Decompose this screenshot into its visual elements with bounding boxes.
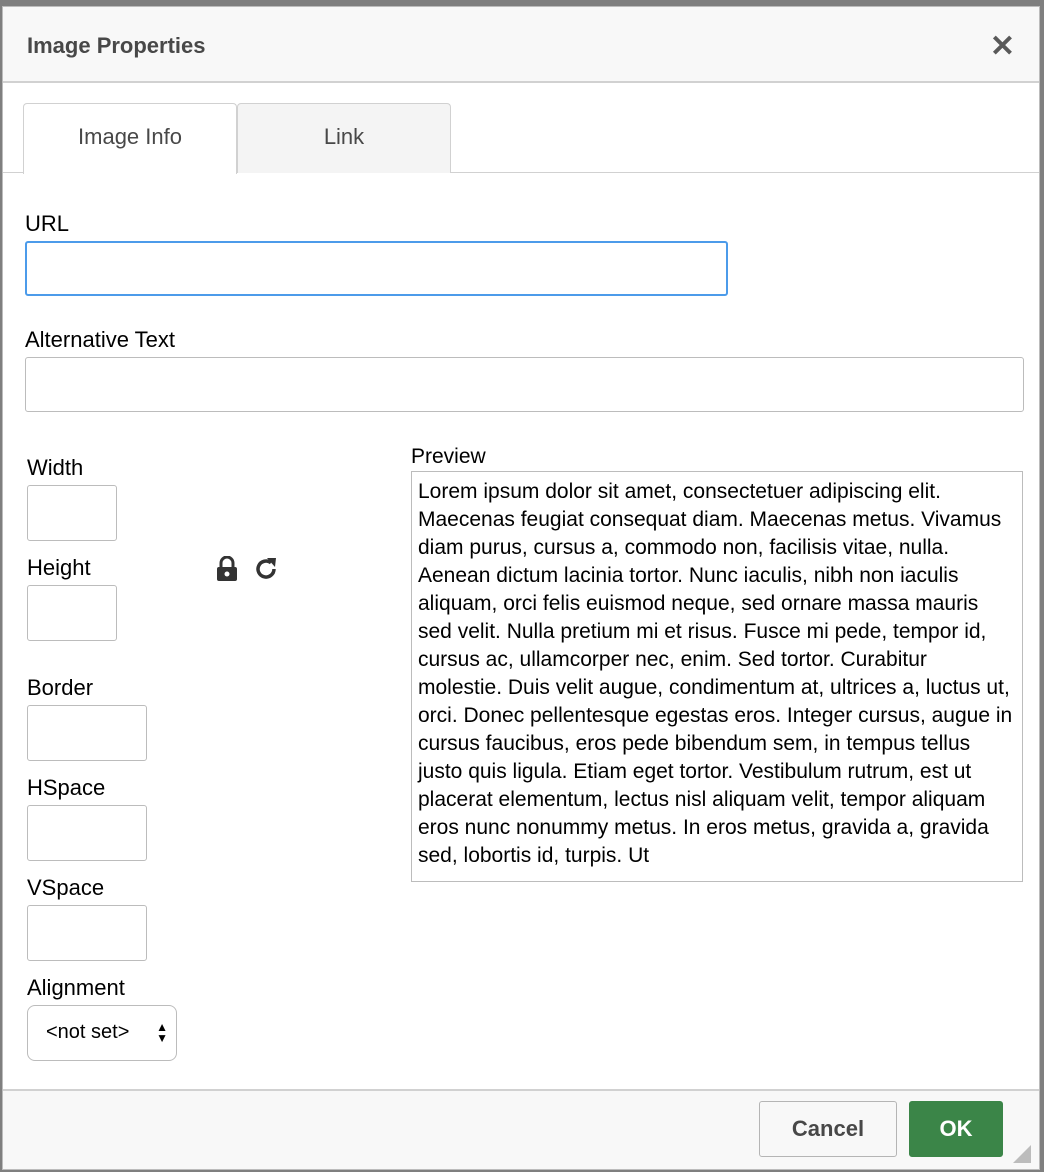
ok-button[interactable]: OK [909, 1101, 1003, 1157]
close-icon[interactable]: ✕ [989, 30, 1015, 63]
cancel-button[interactable]: Cancel [759, 1101, 897, 1157]
alt-text-input[interactable] [25, 357, 1024, 412]
tab-bar [3, 103, 1039, 173]
hspace-input[interactable] [27, 805, 147, 861]
preview-label: Preview [411, 445, 486, 468]
alignment-label: Alignment [27, 975, 125, 1000]
select-arrows-icon: ▲ ▼ [156, 1020, 168, 1045]
width-input[interactable] [27, 485, 117, 541]
image-properties-dialog [2, 6, 1040, 1170]
height-input[interactable] [27, 585, 117, 641]
border-input[interactable] [27, 705, 147, 761]
alt-text-label: Alternative Text [25, 327, 176, 352]
url-label: URL [25, 211, 70, 236]
hspace-label: HSpace [27, 775, 106, 800]
tab-link[interactable]: Link [237, 103, 451, 173]
lock-icon[interactable] [215, 556, 239, 582]
resize-handle-icon[interactable] [1013, 1145, 1031, 1163]
url-input[interactable] [25, 241, 728, 296]
dialog-header [3, 7, 1039, 83]
vspace-label: VSpace [27, 875, 105, 900]
width-label: Width [27, 455, 84, 480]
border-label: Border [27, 675, 94, 700]
vspace-input[interactable] [27, 905, 147, 961]
reset-size-icon[interactable] [253, 556, 279, 582]
alignment-value: <not set> [46, 1021, 130, 1043]
dialog-title: Image Properties [27, 33, 206, 58]
alignment-select[interactable] [27, 1005, 177, 1061]
height-label: Height [27, 555, 91, 580]
dialog-footer [3, 1089, 1039, 1169]
preview-box: Lorem ipsum dolor sit amet, consectetuer adipiscing elit. Maecenas feugiat consequat diam. Maecenas metus. Vivamus diam purus, cursus a, commodo non, facilisis vitae, nulla. Aenean dictum lacinia tortor. Nunc iaculis, nibh non iaculis aliquam, orci felis euismod neque, sed ornare massa mauris sed velit. Nulla pretium mi et risus. Fusce mi pede, tempor id, cursus ac, ullamcorper nec, enim. Sed tortor. Curabitur molestie. Duis velit augue, condimentum at, ultrices a, luctus ut, orci. Donec pellentesque egestas eros. Integer cursus, augue in cursus faucibus, eros pede bibendum sem, in tempus tellus justo quis ligula. Etiam eget tortor. Vestibulum rutrum, est ut placerat elementum, lectus nisl aliquam velit, tempor aliquam eros nunc nonummy metus. In eros metus, gravida a, gravida sed, lobortis id, turpis. Ut [411, 471, 1023, 882]
tab-image-info[interactable]: Image Info [23, 103, 237, 174]
